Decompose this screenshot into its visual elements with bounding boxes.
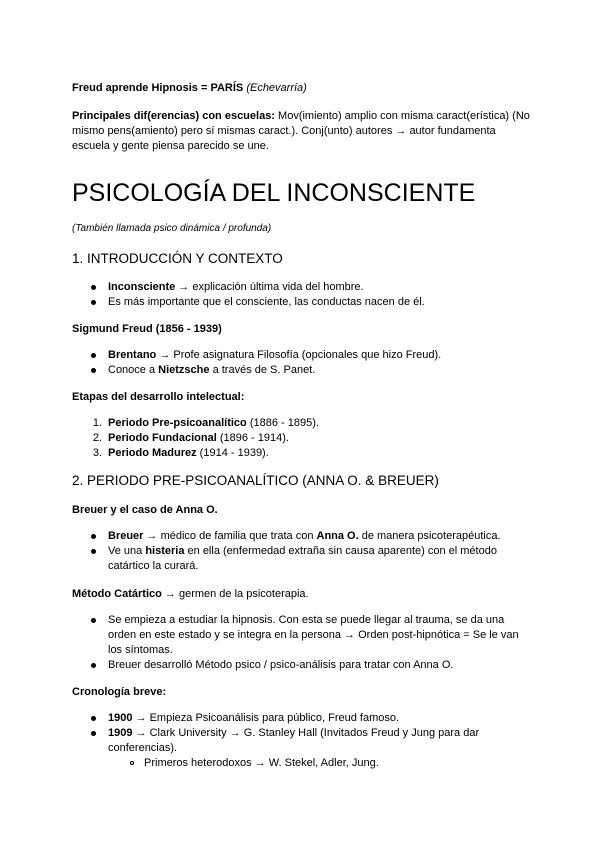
etapas-label: Etapas del desarrollo intelectual: xyxy=(72,391,245,403)
list-item xyxy=(72,726,532,756)
list-item-bold: Brentano xyxy=(108,349,157,361)
list-sub-item: Primeros heterodoxos → W. Stekel, Adler, Jung. xyxy=(72,756,532,771)
list-item-text: (1886 - 1895). xyxy=(246,417,319,429)
etapas-list xyxy=(72,416,532,461)
list-item-text: a través de S. Panet. xyxy=(209,364,316,376)
crono-label: Cronología breve: xyxy=(72,686,167,698)
section-2-heading: 2. PERIODO PRE-PSICOANALÍTICO (ANNA O. & BREUER) xyxy=(72,473,439,488)
list-item-bold: Breuer xyxy=(108,530,144,542)
list-item-text: Conoce a xyxy=(108,364,159,376)
list-item-text: en ella (enfermedad extraña sin causa aparente) con el método catártico la curará. xyxy=(108,545,497,572)
list-item xyxy=(72,280,532,295)
list-item-bold: 1909 xyxy=(108,727,133,739)
intro-line-bold: Freud aprende Hipnosis = PARÍS xyxy=(72,82,244,94)
list-item xyxy=(72,446,532,461)
list-number: 1. xyxy=(92,417,102,429)
metodo-label-bold: Método Catártico xyxy=(72,588,162,600)
metodo-label-text: → germen de la psicoterapia. xyxy=(161,588,309,600)
list-item xyxy=(72,711,532,726)
list-item-bold: Inconsciente xyxy=(108,281,176,293)
list-item-text: de manera psicoterapéutica. xyxy=(358,530,501,542)
list-item xyxy=(72,529,532,544)
list-item xyxy=(72,431,532,446)
list-item xyxy=(72,416,532,431)
document-subtitle: (También llamada psico dinámica / profunda) xyxy=(72,223,272,234)
list-item-text: → Profe asignatura Filosofía (opcionales que hizo Freud). xyxy=(156,349,442,361)
intro-paragraph xyxy=(72,109,532,154)
list-item-text: Es más importante que el consciente, las conductas nacen de él. xyxy=(108,296,425,308)
list-item-bold: histeria xyxy=(145,545,185,557)
list-item-bold: Periodo Madurez xyxy=(108,447,197,459)
list-item xyxy=(72,348,532,363)
intro-paragraph-text: Mov(imiento) amplio con misma caract(erística) (No mismo pens(amiento) pero sí mismas caract.). Conj(unto) autores → autor fundamenta escuela y gente piensa parecido se une. xyxy=(72,110,530,152)
list-item-text: (1896 - 1914). xyxy=(216,432,289,444)
list-item-text: → explicación última vida del hombre. xyxy=(175,281,364,293)
list-number: 3. xyxy=(92,447,102,459)
list-item-text: Ve una xyxy=(108,545,146,557)
list-number: 2. xyxy=(92,432,102,444)
metodo-label xyxy=(72,587,532,602)
list-item xyxy=(72,295,532,310)
list-item-bold: Periodo Pre-psicoanalítico xyxy=(108,417,247,429)
breuer-bullets xyxy=(72,529,532,574)
list-item-bold: 1900 xyxy=(108,712,133,724)
section-1-heading: 1. INTRODUCCIÓN Y CONTEXTO xyxy=(72,251,283,266)
breuer-label: Breuer y el caso de Anna O. xyxy=(72,504,218,516)
intro-paragraph-bold: Principales dif(erencias) con escuelas: xyxy=(72,110,275,122)
list-item-text: → Clark University → G. Stanley Hall (Invitados Freud y Jung para dar conferencias). xyxy=(108,727,480,754)
freud-label: Sigmund Freud (1856 - 1939) xyxy=(72,323,222,335)
list-item-text: (1914 - 1939). xyxy=(196,447,269,459)
section-1-bullets xyxy=(72,280,532,310)
list-item-bold: Anna O. xyxy=(316,530,359,542)
document-title: PSICOLOGÍA DEL INCONSCIENTE xyxy=(72,179,476,207)
intro-line xyxy=(72,81,532,96)
list-item-bold: Periodo Fundacional xyxy=(108,432,217,444)
list-item-text: → médico de familia que trata con xyxy=(143,530,317,542)
intro-line-italic: (Echevarría) xyxy=(246,82,307,94)
list-item: Se empieza a estudiar la hipnosis. Con esta se puede llegar al trauma, se da una orden en este estado y se integra en la persona → Orden post-hipnótica = Se le van los síntomas. xyxy=(72,613,532,658)
list-item: Breuer desarrolló Método psico / psico-análisis para tratar con Anna O. xyxy=(72,658,532,673)
metodo-bullets xyxy=(72,613,532,673)
list-item-text: → Empieza Psicoanálisis para público, Freud famoso. xyxy=(132,712,400,724)
list-item-bold: Nietzsche xyxy=(158,364,210,376)
list-item xyxy=(72,363,532,378)
freud-bullets xyxy=(72,348,532,378)
list-item xyxy=(72,544,532,574)
crono-bullets xyxy=(72,711,532,771)
